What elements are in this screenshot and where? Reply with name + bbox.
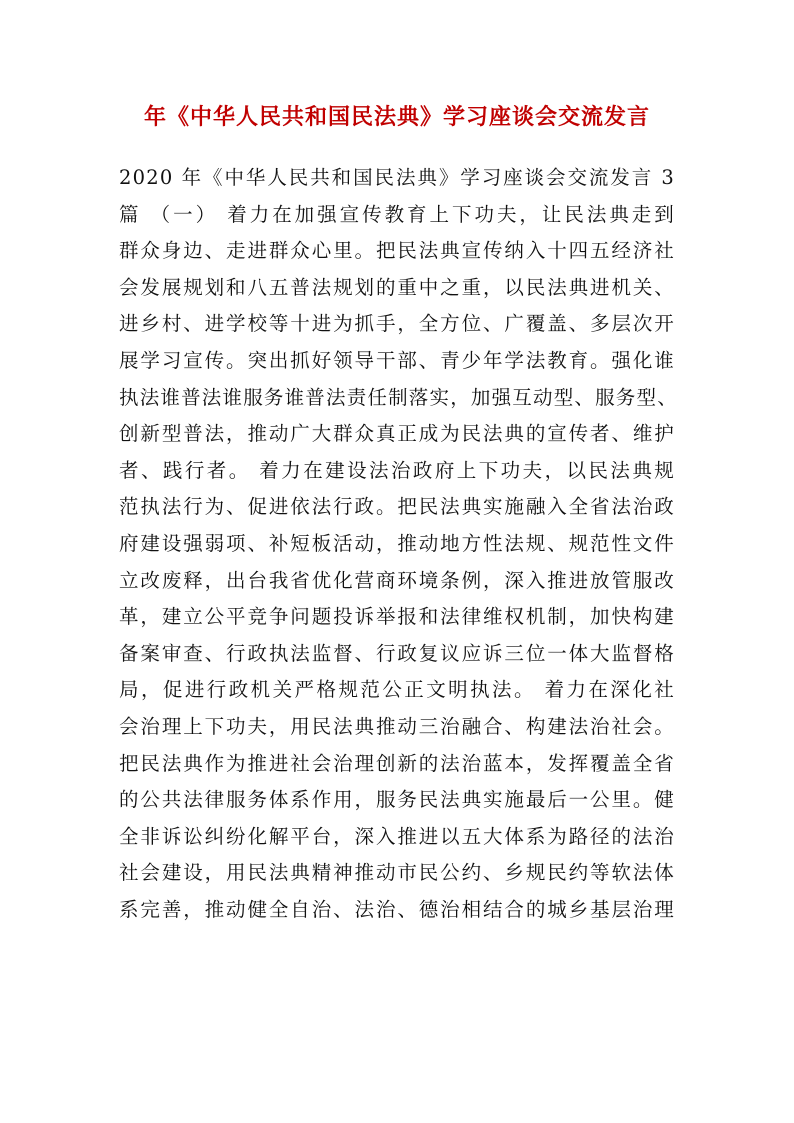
body-line: 府建设强弱项、补短板活动，推动地方性法规、规范性文件	[119, 531, 675, 555]
body-line: 立改废释，出台我省优化营商环境条例，深入推进放管服改	[119, 568, 675, 592]
body-line: 者、践行者。 着力在建设法治政府上下功夫，以民法典规	[119, 458, 675, 482]
body-line: 执法谁普法谁服务谁普法责任制落实，加强互动型、服务型、	[119, 385, 678, 409]
body-line: 会治理上下功夫，用民法典推动三治融合、构建法治社会。	[119, 714, 675, 738]
document-body	[119, 160, 678, 928]
body-line: 2020 年《中华人民共和国民法典》学习座谈会交流发言 3	[119, 166, 675, 189]
body-line: 会发展规划和八五普法规划的重中之重，以民法典进机关、	[119, 275, 675, 299]
body-line: 备案审查、行政执法监督、行政复议应诉三位一体大监督格	[119, 641, 675, 665]
body-line: 群众身边、走进群众心里。把民法典宣传纳入十四五经济社	[119, 239, 675, 263]
body-line: 局，促进行政机关严格规范公正文明执法。 着力在深化社	[119, 678, 675, 702]
body-line: 把民法典作为推进社会治理创新的法治蓝本，发挥覆盖全省	[119, 751, 675, 775]
body-line: 全非诉讼纠纷化解平台，深入推进以五大体系为路径的法治	[119, 824, 675, 848]
body-line: 系完善，推动健全自治、法治、德治相结合的城乡基层治理	[119, 897, 675, 921]
body-line: 革，建立公平竞争问题投诉举报和法律维权机制，加快构建	[119, 605, 675, 629]
body-line: 展学习宣传。突出抓好领导干部、青少年学法教育。强化谁	[119, 348, 675, 372]
body-line: 范执法行为、促进依法行政。把民法典实施融入全省法治政	[119, 495, 675, 519]
body-line: 创新型普法，推动广大群众真正成为民法典的宣传者、维护	[119, 422, 675, 446]
body-line: 社会建设，用民法典精神推动市民公约、乡规民约等软法体	[119, 861, 675, 885]
body-line: 进乡村、进学校等十进为抓手，全方位、广覆盖、多层次开	[119, 312, 675, 336]
body-line: 的公共法律服务体系作用，服务民法典实施最后一公里。健	[119, 788, 675, 812]
body-line: 篇 （一） 着力在加强宣传教育上下功夫，让民法典走到	[119, 202, 675, 226]
document-title: 年《中华人民共和国民法典》学习座谈会交流发言	[143, 104, 650, 130]
